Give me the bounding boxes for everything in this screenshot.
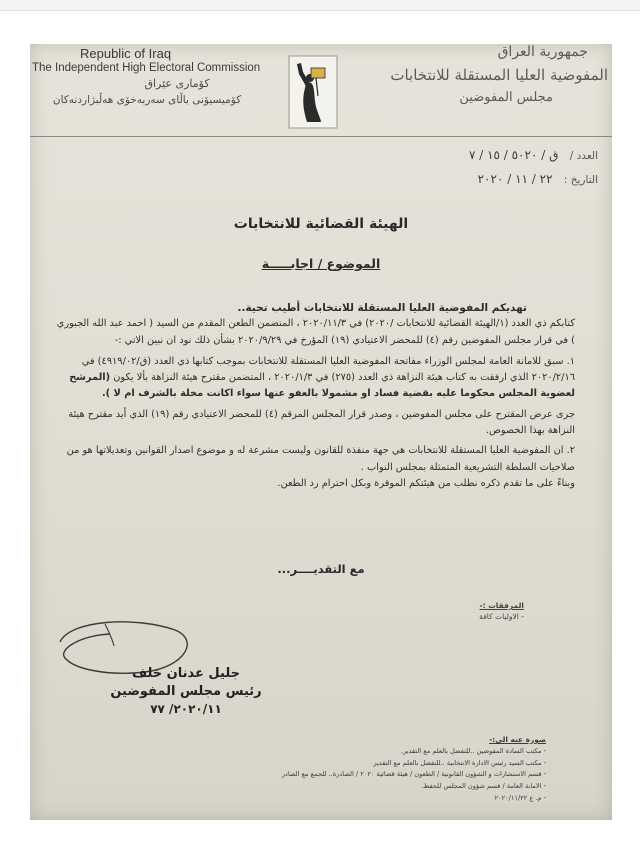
- body-paragraph-1: كتابكم ذي العدد (١/الهيئة القضائية للانتخابات /٢٠٢٠) في ٢٠٢٠/١١/٣ ، المتضمن الطعن المقدم من السيد ( احمد عبد الله الجبوري ) في قرار مجلس المفوضين رقم (٤) للمحضر الاعتيادي (١٩) المؤرخ في ٢٠٢٠/٩/٢٩ بشأن ذلك نود ان نبين الاتي :-: [56, 318, 575, 346]
- body-paragraph-2-text: ١. سبق للامانة العامة لمجلس الوزراء مفاتحة المفوضية العليا المستقلة للانتخابات بموجب كتابها ذي العدد (ق/٤٩١٩/٠٢) في ٢٠٢٠/٢/١٦ الذي ارفقت به كتاب هيئة النزاهة ذي العدد (٢٧٥) في ٢٠٢٠/١/٣ ، المتضمن مقترح هيئة النزاهة بألا يكون: [81, 355, 575, 384]
- recipient: الهيئة القضائية للانتخابات: [233, 216, 409, 232]
- attachments-item: - الاوليات كافة: [479, 612, 524, 621]
- reference-date-value: ٢٢ / ١١ / ٢٠٢٠: [477, 172, 553, 186]
- reference-number-value: ق / ٥٠٢٠ / ١٥ / ٧: [468, 148, 559, 162]
- signature-date: ٢٠٢٠/١١/ ٧٧: [150, 702, 222, 716]
- letterhead-commission-en: The Independent High Electoral Commission: [32, 62, 261, 74]
- letterhead-country-ar: جمهورية العراق: [497, 44, 588, 60]
- commission-logo-icon: [285, 52, 341, 132]
- body-paragraph-3: جرى عرض المقترح على مجلس المفوضين ، وصدر قرار المجلس المرقم (٤) للمحضر الاعتيادي رقم (١٩) الذي أيد مقترح هيئة النزاهة بهذا الخصوص.: [68, 408, 575, 437]
- copies-to: [246, 734, 546, 805]
- header-divider: [30, 136, 612, 137]
- letterhead-right: [390, 44, 608, 105]
- signatory-name: جليل عدنان خلف: [131, 666, 241, 681]
- copies-to-line: - مكتب السادة المفوضين ..للتفضل بالعلم مع التقدير.: [400, 746, 546, 755]
- letterhead-commission-ar: المفوضية العليا المستقلة للانتخابات: [390, 66, 608, 84]
- attachments-label: المرفقات :-: [479, 601, 524, 610]
- copies-to-line: - م. ع ٢٠٢٠/١١/٢٢: [494, 793, 546, 802]
- subject: الموضوع / اجابـــــة: [261, 256, 381, 271]
- copies-to-line: - الامانة العامة / قسم شؤون المجلس للحفظ.: [421, 782, 546, 791]
- copies-to-line: - قسم الاستشارات و الشؤون القانونية / الطعون / هيئة قضائية ٢٠٢٠ / الصادرة.. للجمع مع الصادر: [281, 770, 546, 779]
- closing: مع التقديــــر...: [277, 562, 365, 576]
- copies-to-line: - مكتب السيد رئيس الادارة الانتخابية ..للتفضل بالعلم مع التقدير: [373, 758, 546, 767]
- letterhead-commission-ku: کۆمیسیۆنی باڵای سەربەخۆی هەڵبژاردنەکان: [52, 94, 242, 106]
- signatory: [96, 666, 276, 716]
- letterhead-country-en: Republic of Iraq: [80, 46, 172, 61]
- letterhead-left: [32, 46, 262, 106]
- body-paragraph-5: وبناءً على ما تقدم ذكره نطلب من هيئتكم الموقرة وبكل احترام رد الطعن.: [277, 477, 575, 489]
- body-paragraph-2-bold: (المرشح لعضوية المجلس محكوما عليه بقضية فساد او مشمولا بالعفو عنها سواء اكانت مخلة بالشرف ام لا ).: [69, 372, 575, 400]
- reference-date: [478, 172, 598, 186]
- signatory-title: رئيس مجلس المفوضين: [110, 684, 262, 699]
- letterhead-country-ku: کۆماری عێراق: [144, 77, 210, 90]
- copies-to-title: صورة عنه الى:-: [489, 735, 546, 744]
- reference-number: [469, 148, 598, 162]
- body-paragraph-4: ٢. ان المفوضية العليا المستقلة للانتخابات هي جهة منفذة للقانون وليست مشرعة له و موضوع اصدار القوانين وتعديلاتها هو من صلاحيات السلطة التشريعية المتمثلة بمجلس النواب .: [66, 445, 575, 473]
- viewer-top-bar: [0, 0, 640, 11]
- letter-page: [30, 44, 612, 820]
- reference-date-label: التاريخ :: [563, 174, 598, 186]
- greeting: تهديكم المفوضية العليا المستقلة للانتخابات أطيب تحية..: [237, 302, 527, 314]
- letterhead-council-ar: مجلس المفوضين: [459, 90, 553, 105]
- letter-body: [52, 300, 587, 492]
- attachments: [479, 600, 524, 622]
- reference-number-label: العدد /: [569, 150, 598, 162]
- body-paragraph-2: [52, 354, 587, 403]
